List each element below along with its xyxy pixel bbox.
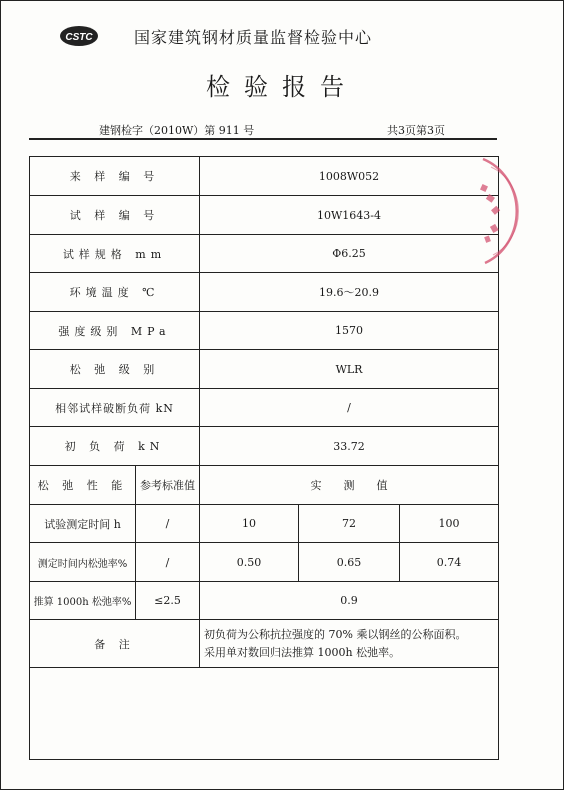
row-label: 相邻试样破断负荷 kN bbox=[30, 389, 200, 427]
remarks-line: 初负荷为公称抗拉强度的 70% 乘以钢丝的公称面积。 bbox=[204, 627, 467, 641]
table-row bbox=[30, 427, 499, 466]
table-row bbox=[30, 273, 499, 312]
row-value: 10W1643-4 bbox=[200, 196, 499, 235]
blank-area bbox=[30, 668, 499, 760]
header-rule bbox=[29, 138, 497, 140]
row-value: Φ6.25 bbox=[200, 235, 499, 273]
row-value: 1570 bbox=[200, 312, 499, 350]
official-seal-stamp bbox=[463, 151, 563, 271]
relaxation-header-row bbox=[30, 466, 499, 505]
row-value: 1008W052 bbox=[200, 157, 499, 196]
row-value: WLR bbox=[200, 350, 499, 389]
standard-value: ≤2.5 bbox=[136, 582, 200, 620]
svg-text:CSTC: CSTC bbox=[65, 32, 93, 43]
document-number: 建钢检字（2010W）第 911 号 bbox=[99, 124, 255, 137]
measured-value: 10 bbox=[200, 505, 299, 543]
measured-value: 0.9 bbox=[200, 582, 499, 620]
row-value: 33.72 bbox=[200, 427, 499, 466]
row-label: 初 负 荷 kN bbox=[30, 427, 200, 466]
standard-value: / bbox=[136, 543, 200, 582]
table-row bbox=[30, 312, 499, 350]
test-time-row bbox=[30, 505, 499, 543]
measured-value: 0.65 bbox=[299, 543, 400, 582]
measured-value: 0.74 bbox=[400, 543, 499, 582]
remarks-row bbox=[30, 620, 499, 668]
standard-value-header: 参考标准值 bbox=[136, 466, 200, 505]
row-label: 推算 1000h 松弛率% bbox=[30, 582, 136, 620]
row-label: 试样规格 mm bbox=[30, 235, 200, 273]
measured-value: 100 bbox=[400, 505, 499, 543]
row-label: 环境温度 ℃ bbox=[30, 273, 200, 312]
remarks-label: 备 注 bbox=[30, 620, 200, 668]
standard-value: / bbox=[136, 505, 200, 543]
relaxation-label: 松 弛 性 能 bbox=[30, 466, 136, 505]
table-row bbox=[30, 350, 499, 389]
relaxation-rate-row bbox=[30, 543, 499, 582]
table-row bbox=[30, 235, 499, 273]
page-indicator: 共3页第3页 bbox=[387, 124, 445, 137]
row-label: 强度级别 MPa bbox=[30, 312, 200, 350]
table-row bbox=[30, 389, 499, 427]
row-label: 试 样 编 号 bbox=[30, 196, 200, 235]
row-value: 19.6～20.9 bbox=[200, 273, 499, 312]
organization-name: 国家建筑钢材质量监督检验中心 bbox=[134, 28, 373, 47]
remarks-text bbox=[200, 620, 499, 668]
row-label: 松 弛 级 别 bbox=[30, 350, 200, 389]
row-label: 测定时间内松弛率% bbox=[30, 543, 136, 582]
extrapolated-rate-row bbox=[30, 582, 499, 620]
cstc-logo bbox=[59, 25, 99, 47]
measured-value: 0.50 bbox=[200, 543, 299, 582]
report-title: 检验报告 bbox=[206, 73, 358, 101]
table-row bbox=[30, 196, 499, 235]
row-value: / bbox=[200, 389, 499, 427]
row-label: 试验测定时间 h bbox=[30, 505, 136, 543]
measured-value-header: 实 测 值 bbox=[200, 466, 499, 505]
remarks-line: 采用单对数回归法推算 1000h 松弛率。 bbox=[204, 645, 401, 659]
measured-value: 72 bbox=[299, 505, 400, 543]
row-label: 来 样 编 号 bbox=[30, 157, 200, 196]
table-row bbox=[30, 157, 499, 196]
blank-row bbox=[30, 668, 499, 760]
test-results-table bbox=[29, 156, 499, 760]
